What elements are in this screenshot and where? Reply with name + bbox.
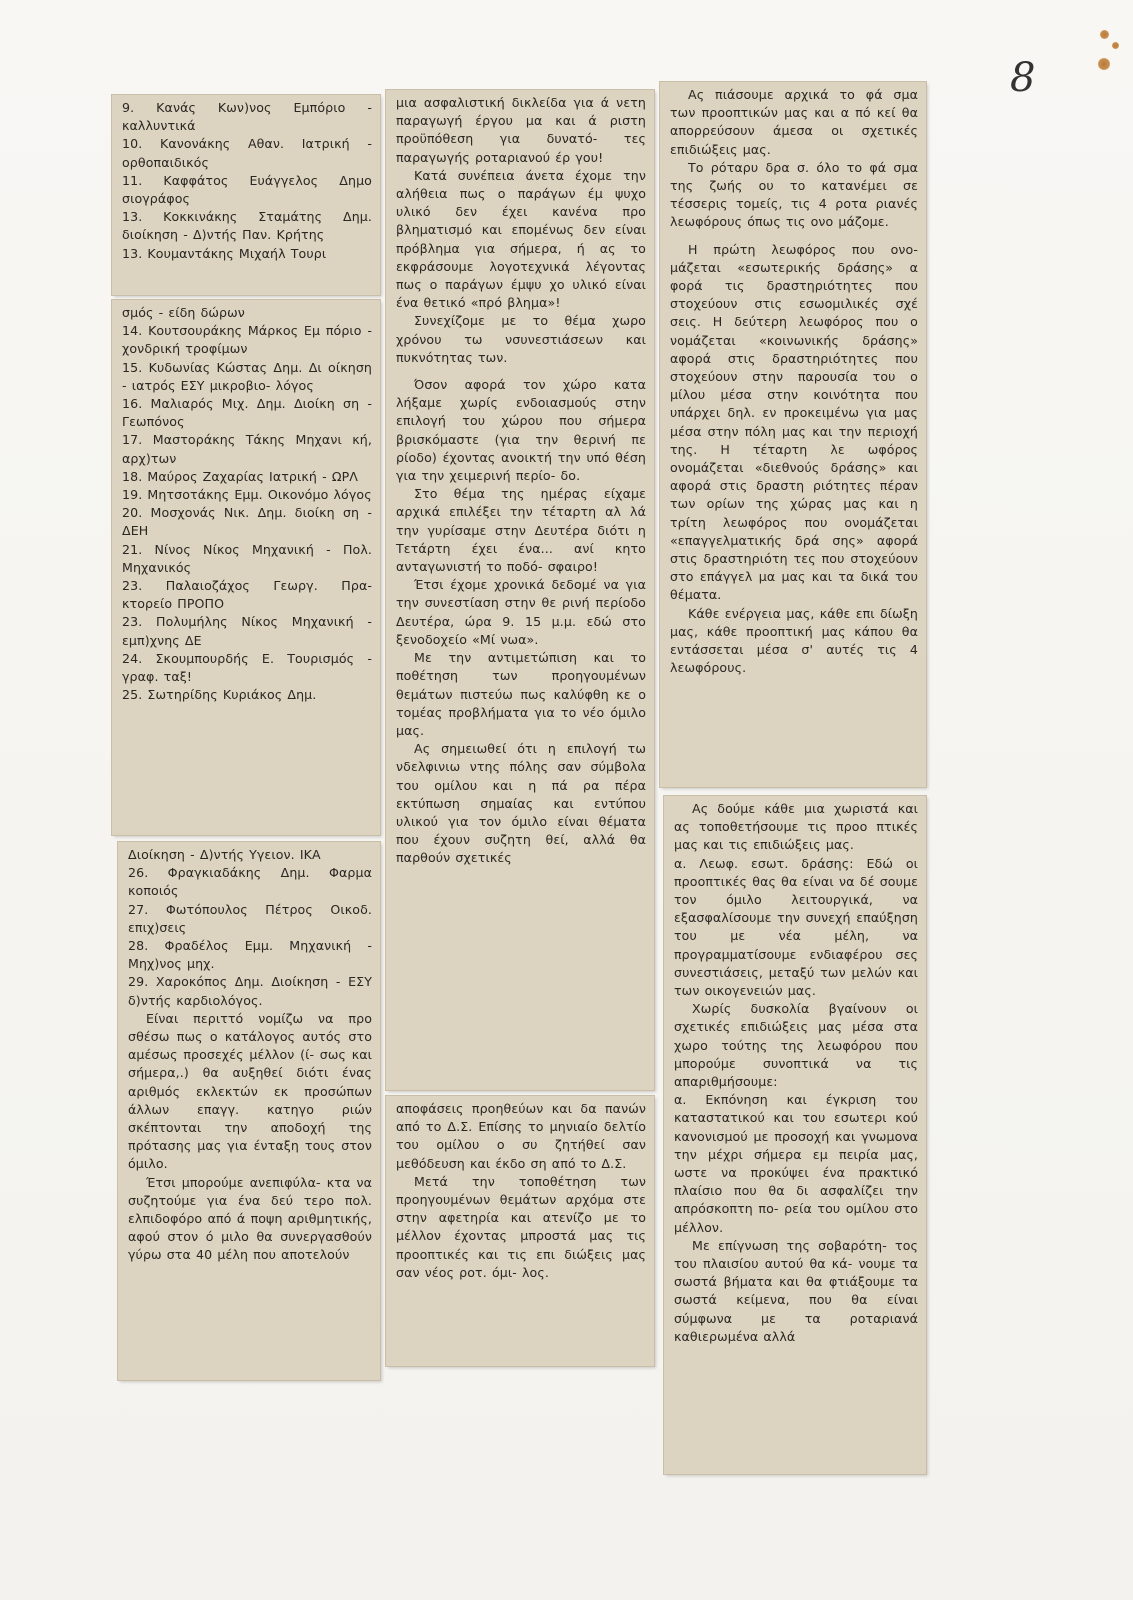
paragraph: Με την αντιμετώπιση και το ποθέτηση των προηγουμένων θεμάτων πιστεύω πως καλύφθη κε ο τομέας προβλήματα για το νέο όμιλο μας. bbox=[396, 650, 646, 738]
list-item: 23. Πολυμήλης Νίκος Μηχανική - εμπ)χνης ΔΕ bbox=[122, 614, 372, 648]
clipping-column1-middle bbox=[112, 300, 380, 835]
ink-stain bbox=[1098, 58, 1110, 70]
list-item: σμός - είδη δώρων bbox=[122, 305, 245, 320]
paragraph: Η πρώτη λεωφόρος που ονο- μάζεται «εσωτερικής δράσης» α φορά τις δραστηριότητες που στοχεύουν στις εσωομιλικές σχέ σεις. Η δεύτερη λεωφόρος που ο νομάζεται «κοινωνικής δράσης» αφορά στις δραστηριότητες που στοχεύουν στην παρουσία του ο μίλου μέσα στην κοινότητα που υπάρχει δηλ. εν προκειμένω για μας μέσα στην πόλη μας και την περιοχή της. Η τέταρτη λε ωφόρος ονομάζεται «διεθνούς δράσης» και αφορά στις δραστη ριότητες πέραν των ορίων της χώρας μας και η τρίτη λεωφόρος που ονομάζεται «επαγγελματικής δρά σης» αφορά στις δραστηριότη τες που στοχεύουν στο επάγγελ μα μας και τα δικά του θέματα. bbox=[670, 241, 918, 603]
list-item: 27. Φωτόπουλος Πέτρος Οικοδ. επιχ)σεις bbox=[128, 901, 372, 935]
list-item: 15. Κυδωνίας Κώστας Δημ. Δι οίκηση - ιατρός ΕΣΥ μικροβιο- λόγος bbox=[122, 359, 372, 393]
paragraph: Έτσι μπορούμε ανεπιφύλα- κτα να συζητούμε για ένα δεύ τερο πολ. ελπιδοφόρο από ά ποψη αριθμητικής, αφού στον ό μιλο θα συνεργασθούν γύρω στα 40 μέλη που αποτελούν bbox=[128, 1174, 372, 1263]
paragraph: Το ρόταρυ δρα σ. όλο το φά σμα της ζωής ου το κατανέμει σε τέσσερις τομείς, τις 4 ροτα ριανές λεωφόρους όπως τις ονο μάζομε. bbox=[670, 159, 918, 230]
paragraph: Χωρίς δυσκολία βγαίνουν οι σχετικές επιδιώξεις μας μέσα στα χωρο τούτης της λεωφόρου που μπορούμε συνοπτικά να τις απαριθμήσουμε: bbox=[674, 1001, 918, 1090]
paragraph: Ας δούμε κάθε μια χωριστά και ας τοποθετήσουμε τις προο πτικές μας και τις επιδιώξεις μας. bbox=[674, 801, 918, 853]
list-item: 14. Κουτσουράκης Μάρκος Εμ πόριο - χονδρική τροφίμων bbox=[122, 323, 372, 357]
paragraph: Έτσι έχομε χρονικά δεδομέ να για την συνεστίαση στην θε ρινή περίοδο Δευτέρα, ώρα 9. 15 μ.μ. εδώ στο ξενοδοχείο «Μί νωα». bbox=[396, 577, 646, 647]
list-item: 29. Χαροκόπος Δημ. Διοίκηση - ΕΣΥ δ)ντής καρδιολόγος. bbox=[128, 974, 372, 1008]
clipping-column3-bottom bbox=[664, 796, 926, 1474]
list-item: 16. Μαλιαρός Μιχ. Δημ. Διοίκη ση - Γεωπόνος bbox=[122, 396, 372, 430]
list-item: 24. Σκουμπουρδής Ε. Τουρισμός - γραφ. ταξ! bbox=[122, 650, 372, 685]
paragraph: α. Λεωφ. εσωτ. δράσης: Εδώ οι προοπτικές θας θα είναι να δέ σουμε τον όμιλο λειτουργικά, να εξασφαλίσουμε την συνεχή επαύξηση του με νέα μέλη, να προγραμματίσουμε ενδιαφέρου σες συνεστιάσεις, μεταξύ των μελών και των οικογενειών μας. bbox=[674, 855, 918, 999]
paragraph: Κατά συνέπεια άνετα έχομε την αλήθεια πως ο παράγων έμ ψυχο υλικό δεν έχει κανένα προ βληματισμό και επομένως δεν είναι πρόβλημα για σήμερα, ή ας το εκφράσουμε λογοτεχνικά λέγοντας πως ο παράγων έμψυ χο υλικό είναι ένα θετικό «πρό βλημα»! bbox=[396, 167, 646, 311]
list-item: 13. Κοκκινάκης Σταμάτης Δημ. διοίκηση - Δ)ντής Παν. Κρήτης bbox=[122, 209, 372, 243]
clipping-column3-top bbox=[660, 82, 926, 787]
paragraph: Μετά την τοποθέτηση των προηγουμένων θεμάτων αρχόμα στε στην αφετηρία και ατενίζο με το μέλλον έχοντας μπροστά μας τις προοπτικές και τις επι διώξεις μας σαν νέος ροτ. όμι- λος. bbox=[396, 1173, 646, 1280]
paragraph: Συνεχίζομε με το θέμα χωρο χρόνου τω νσυνεστιάσεων και πυκνότητας των. bbox=[396, 313, 646, 365]
list-item: 19. Μητσοτάκης Εμμ. Οικονόμο λόγος bbox=[122, 487, 372, 503]
clipping-column2-top bbox=[386, 90, 654, 1090]
paragraph: Ας σημειωθεί ότι η επιλογή τω νδελφινιω ντης πόλης σαν σύμβολα του ομίλου και η πά ρα πέρα εκτύπωση σημαίας και εντύπου υλικού για τον όμιλο είναι θέματα που έχουν συζητη θεί, αλλά θα παρθούν σχετικές bbox=[396, 741, 646, 866]
clipping-column1-top bbox=[112, 95, 380, 295]
list-item: 23. Παλαιοζάχος Γεωργ. Πρα- κτορείο ΠΡΟΠΟ bbox=[122, 578, 372, 612]
list-item: 9. Κανάς Κων)νος Εμπόριο - καλλυντικά bbox=[122, 100, 372, 134]
ink-stain bbox=[1112, 42, 1119, 49]
list-item: 10. Κανονάκης Αθαν. Ιατρική - ορθοπαιδικός bbox=[122, 136, 372, 170]
paragraph: α. Εκπόνηση και έγκριση του καταστατικού και του εσωτερι κού κανονισμού με προσοχή και γνωμονα την μέχρι σήμερα εμ πειρία μας, ωστε να προκύψει ένα πρακτικό πλαίσιο που θα δι ασφαλίζει την απρόσκοπτη πο- ρεία του ομίλου στο μέλλον. bbox=[674, 1092, 918, 1235]
ink-stain bbox=[1100, 30, 1109, 39]
list-item: 28. Φραδέλος Εμμ. Μηχανική - Μηχ)νος μηχ. bbox=[128, 938, 372, 972]
page-number: 8 bbox=[1010, 55, 1036, 101]
clipping-column1-bottom bbox=[118, 842, 380, 1380]
paragraph: Ας πιάσουμε αρχικά το φά σμα των προοπτικών μας και α πό κεί θα απορρεύσουν άμεσα οι σχετικές επιδιώξεις μας. bbox=[670, 87, 918, 157]
paragraph: Στο θέμα της ημέρας είχαμε αρχικά επιλέξει την τέταρτη αλ λά την γυρίσαμε στην Δευτέρα διότι η Τετάρτη έχει ένα... ανί κητο ανταγωνιστή το ποδό- σφαιρο! bbox=[396, 486, 646, 575]
list-item: 13. Κουμαντάκης Μιχαήλ Τουρι bbox=[122, 245, 327, 261]
list-item: Διοίκηση - Δ)ντής Υγειον. ΙΚΑ bbox=[128, 847, 321, 862]
paragraph: Με επίγνωση της σοβαρότη- τος του πλαισίου αυτού θα κά- νουμε τα σωστά βήματα και θα φτιάξουμε τα σωστά κείμενα, που θα είναι σύμφωνα με τα ροταριανά καθιερωμένα αλλά bbox=[674, 1237, 918, 1344]
list-item: 20. Μοσχονάς Νικ. Δημ. διοίκη ση - ΔΕΗ bbox=[122, 505, 372, 539]
paragraph: Κάθε ενέργεια μας, κάθε επι δίωξη μας, κάθε προοπτική μας κάπου θα εντάσσεται μέσα σ' αυτές τις 4 λεωφόρους. bbox=[670, 605, 918, 676]
list-item: 18. Μαύρος Ζαχαρίας Ιατρική - ΩΡΛ bbox=[122, 468, 358, 484]
list-item: 21. Νίνος Νίκος Μηχανική - Πολ. Μηχανικός bbox=[122, 541, 372, 575]
paragraph: αποφάσεις προηθεύων και δα πανών από το Δ.Σ. Επίσης το μηνιαίο δελτίο του ομίλου ο συ ζητήθεί σαν μεθόδευση και έκδο ση από το Δ.Σ. bbox=[396, 1101, 646, 1171]
list-item: 25. Σωτηρίδης Κυριάκος Δημ. bbox=[122, 687, 317, 703]
paragraph: Είναι περιττό νομίζω να προ σθέσω πως ο κατάλογος αυτός στο αμέσως προσεχές μέλλον (ί- σως και σήμερα,.) θα αυξηθεί διότι ένας αριθμός εκλεκτών εκ προσώπων άλλων επαγγ. κατηγο ριών σκέπτονται την αποδοχή της πρότασης μας για ένταξη τους στον όμιλο. bbox=[128, 1010, 372, 1172]
paragraph: μια ασφαλιστική δικλείδα για ά νετη παραγωγή έργου μα και ά ριστη προϋπόθεση για δυνατό- τες παραγωγής ροταριανού έρ γου! bbox=[396, 95, 646, 165]
paragraph: Όσον αφορά τον χώρο κατα λήξαμε χωρίς ενδοιασμούς στην επιλογή του χώρου που σήμερα βρισκόμαστε (για την θερινή πε ρίοδο) έχοντας ανοικτή την υπό θέση για την χειμερινή περίο- δο. bbox=[396, 377, 646, 484]
clipping-column2-bottom bbox=[386, 1096, 654, 1366]
list-item: 17. Μαστοράκης Τάκης Μηχανι κή, αρχ)των bbox=[122, 432, 372, 466]
list-item: 26. Φραγκιαδάκης Δημ. Φαρμα κοποιός bbox=[128, 865, 372, 899]
list-item: 11. Καφφάτος Ευάγγελος Δημο σιογράφος bbox=[122, 172, 372, 207]
